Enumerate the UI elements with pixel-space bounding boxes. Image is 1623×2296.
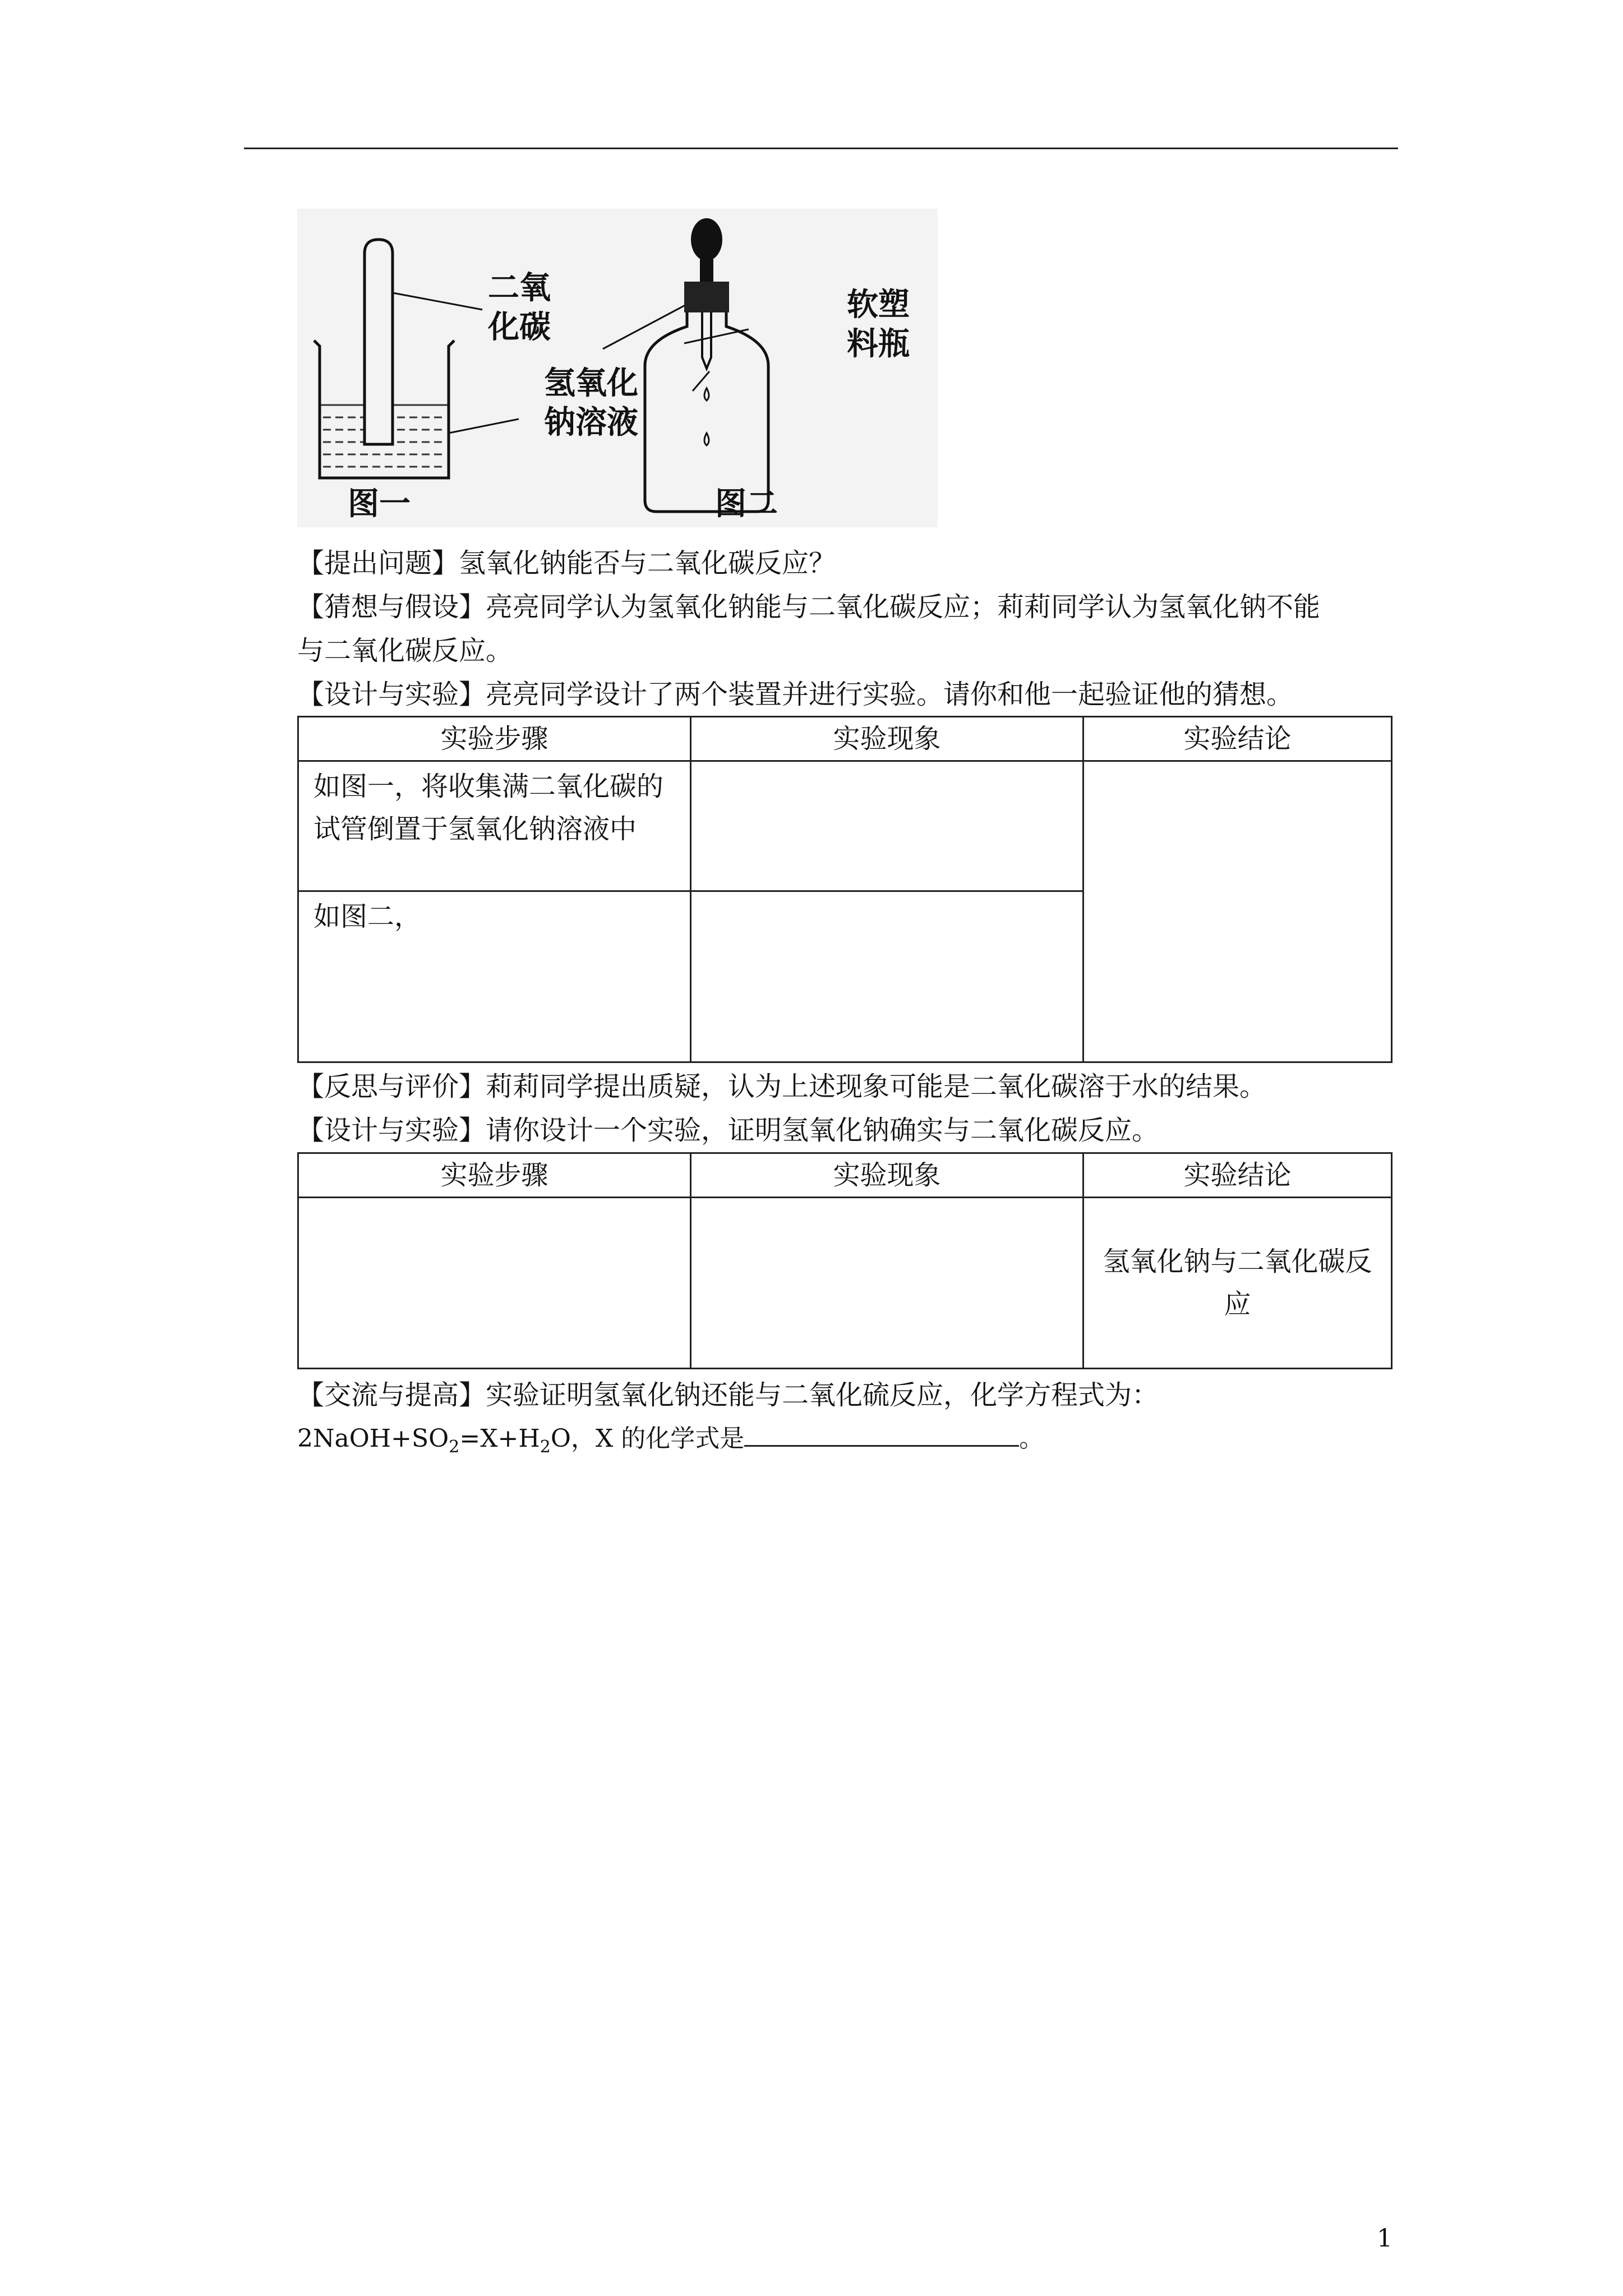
section-hypothesis-line2: 与二氧化碳反应。 (297, 635, 513, 666)
equation-end: 。 (1019, 1424, 1044, 1453)
equation-subscript-h2o: 2 (540, 1437, 551, 1457)
header-rule (244, 148, 1398, 149)
section-exchange: 【交流与提高】实验证明氢氧化钠还能与二氧化硫反应，化学方程式为： (297, 1379, 1159, 1411)
caption-figure-1: 图一 (348, 486, 411, 522)
bottle-stopper (684, 282, 729, 312)
table1-header-conclusion: 实验结论 (1083, 717, 1392, 761)
equation-prefix: 2NaOH+SO (297, 1424, 449, 1453)
table1-header-step: 实验步骤 (298, 717, 691, 761)
equation-suffix: O，X 的化学式是 (550, 1424, 745, 1453)
equation-line (297, 1417, 1402, 1469)
table2-conclusion: 氢氧化钠与二氧化碳反应 (1083, 1198, 1392, 1369)
experiment-table-2 (297, 1152, 1393, 1369)
section-question: 【提出问题】氢氧化钠能否与二氧化碳反应？ (297, 547, 836, 579)
answer-blank[interactable] (744, 1417, 1019, 1447)
apparatus-diagram (297, 209, 938, 527)
table1-conclusion[interactable] (1083, 761, 1392, 1062)
label-co2-line1: 二氧 (488, 270, 551, 306)
label-naoh-line2: 钠溶液 (544, 404, 638, 441)
section-design-2: 【设计与实验】请你设计一个实验，证明氢氧化钠确实与二氧化碳反应。 (297, 1115, 1159, 1146)
section-reflection: 【反思与评价】莉莉同学提出质疑，认为上述现象可能是二氧化碳溶于水的结果。 (297, 1071, 1267, 1102)
label-co2-line2: 化碳 (488, 309, 551, 346)
table2-step[interactable] (298, 1198, 691, 1369)
experiment-table-1 (297, 716, 1393, 1063)
label-bottle-line1: 软塑 (847, 287, 910, 323)
label-bottle-line2: 料瓶 (847, 326, 910, 362)
table2-phenomenon[interactable] (691, 1198, 1083, 1369)
table1-step-2: 如图二， (298, 891, 691, 1062)
section-hypothesis-line1: 【猜想与假设】亮亮同学认为氢氧化钠能与二氧化碳反应；莉莉同学认为氢氧化钠不能 (297, 591, 1321, 623)
caption-figure-2: 图二 (715, 486, 778, 522)
droplet (704, 388, 709, 401)
page-number: 1 (1377, 2224, 1393, 2253)
apparatus-figure (297, 209, 938, 527)
table1-phenomenon-2[interactable] (691, 891, 1083, 1062)
section-design-1: 【设计与实验】亮亮同学设计了两个装置并进行实验。请你和他一起验证他的猜想。 (297, 679, 1294, 710)
equation-subscript-so2: 2 (449, 1437, 460, 1457)
table2-header-step: 实验步骤 (298, 1153, 691, 1198)
equation-mid: =X+H (459, 1424, 540, 1453)
droplet (704, 433, 709, 445)
test-tube (365, 240, 393, 444)
label-naoh-line1: 氢氧化 (544, 365, 638, 402)
table1-step-1: 如图一，将收集满二氧化碳的试管倒置于氢氧化钠溶液中 (298, 761, 691, 891)
table2-header-conclusion: 实验结论 (1083, 1153, 1392, 1198)
table2-header-phenomenon: 实验现象 (691, 1153, 1083, 1198)
table1-header-phenomenon: 实验现象 (691, 717, 1083, 761)
table1-phenomenon-1[interactable] (691, 761, 1083, 891)
